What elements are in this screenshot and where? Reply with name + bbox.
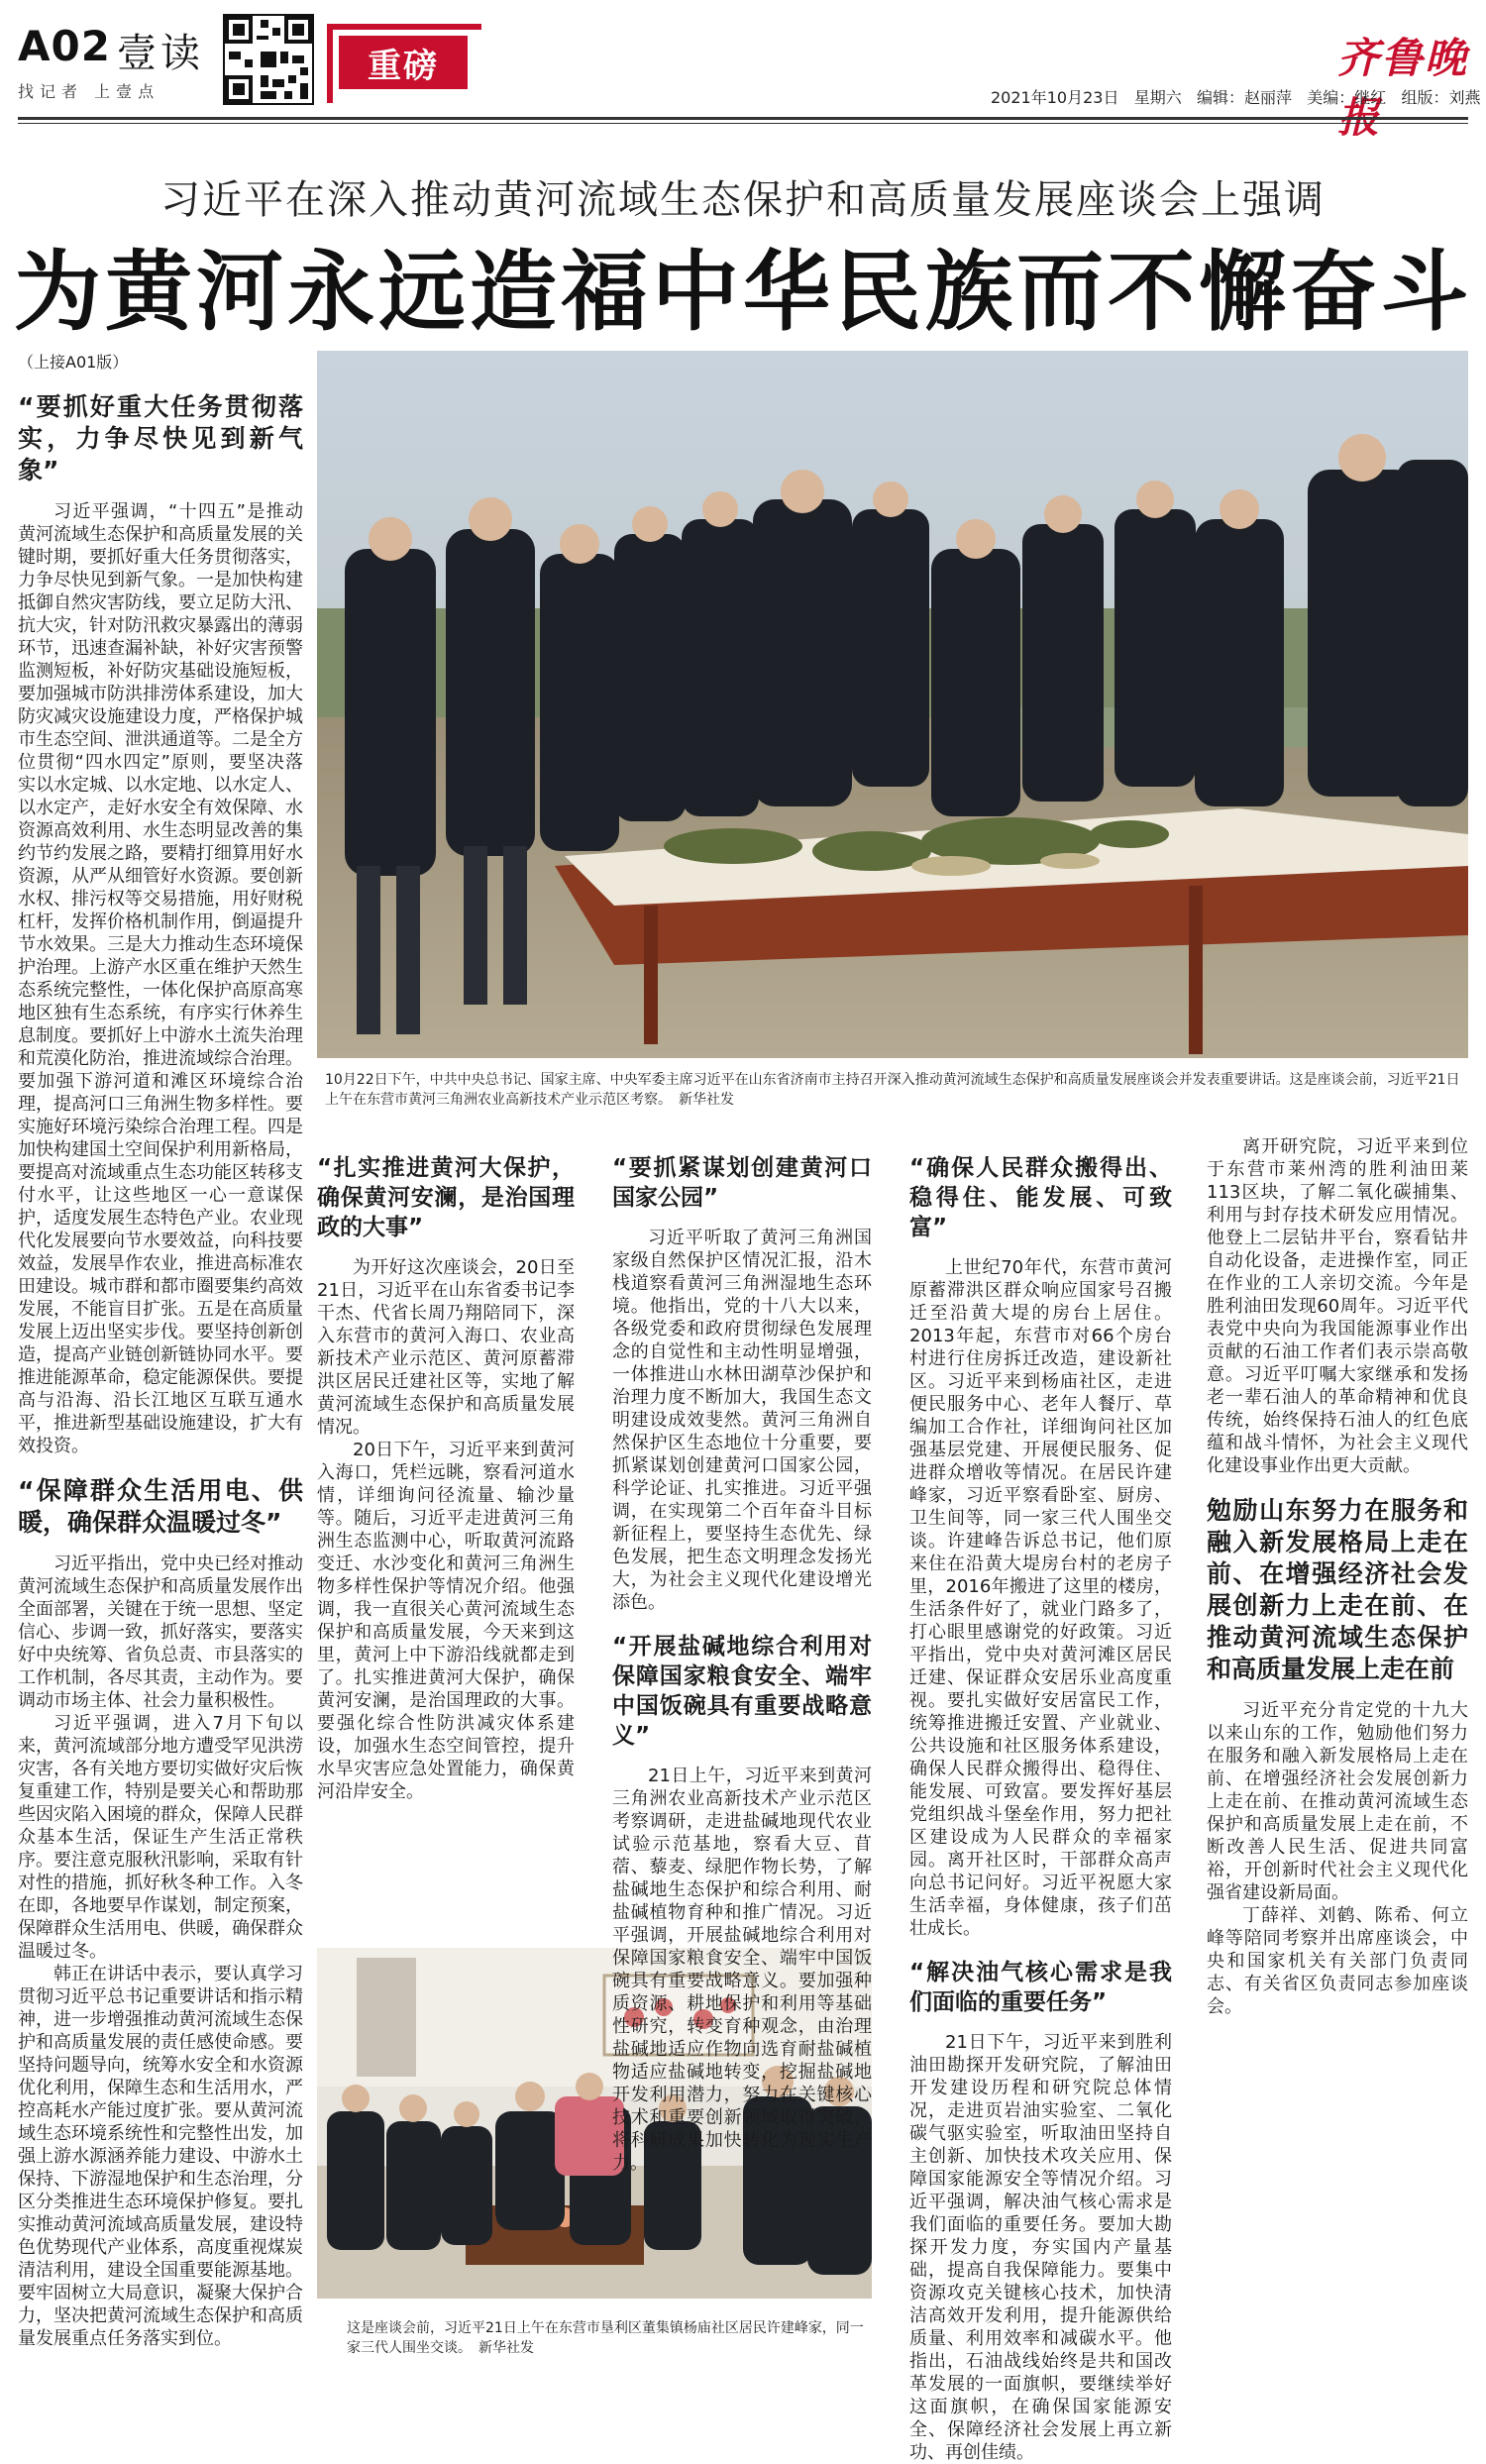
paragraph: 离开研究院，习近平来到位于东营市莱州湾的胜利油田莱113区块，了解二氧化碳捕集、利用与封存技术研发应用情况。他登上二层钻井平台，察看钻井自动化设备，走进操作室，同正在作业的工人亲切交流。今年是胜利油田发现60周年。习近平代表党中央向为我国能源事业作出贡献的石油工作者们表示崇高敬意。习近平叮嘱大家继承和发扬老一辈石油人的革命精神和优良传统，始终保持石油人的红色底蕴和战斗情怀，为社会主义现代化建设事业作出更大贡献。 xyxy=(1207,1136,1468,1476)
qr-code-icon[interactable] xyxy=(223,14,314,105)
paragraph: 习近平指出，党中央已经对推动黄河流域生态保护和高质量发展作出全面部署，关键在于统一思想、坚定信心、步调一致，抓好落实，要落实好中央统筹、省负总责、市县落实的工作机制，各尽其责，主动作为。要调动市场主体、社会力量积极性。 xyxy=(18,1553,303,1711)
subhead-6: “确保人民群众搬得出、稳得住、能发展、可致富” xyxy=(909,1155,1172,1240)
main-photo-caption: 10月22日下午，中共中央总书记、国家主席、中央军委主席习近平在山东省济南市主持召开深入推动黄河流域生态保护和高质量发展座谈会并发表重要讲话。这是座谈会前，习近平21日上午在东营市黄河三角洲农业高新技术产业示范区考察。 新华社发 xyxy=(325,1072,1460,1108)
subhead-2: “保障群众生活用电、供暖，确保群众温暖过冬” xyxy=(18,1476,303,1537)
column-4 xyxy=(909,1135,1172,2463)
paragraph: 为开好这次座谈会，20日至21日，习近平在山东省委书记李干杰、代省长周乃翔陪同下，深入东营市的黄河入海口、农业高新技术产业示范区、黄河原蓄滞洪区居民迁建社区等，实地了解黄河流域生态保护和高质量发展情况。 xyxy=(317,1257,575,1438)
newspaper-logo: 齐鲁晚 xyxy=(1337,34,1469,82)
header-rule xyxy=(18,117,1468,120)
page-number: A02 xyxy=(18,22,111,70)
issue-info: 2021年10月23日 星期六 编辑：赵丽萍 美编：继红 组版：刘燕 xyxy=(991,88,1481,107)
subhead-5: “开展盐碱地综合利用对保障国家粮食安全、端牢中国饭碗具有重要战略意义” xyxy=(612,1634,872,1749)
header-rule-thin xyxy=(18,123,1468,124)
main-photo xyxy=(317,351,1468,1058)
subhead-8: 勉励山东努力在服务和融入新发展格局上走在前、在增强经济社会发展创新力上走在前、在推动黄河流域生态保护和高质量发展上走在前 xyxy=(1207,1496,1468,1683)
paragraph: 20日下午，习近平来到黄河入海口，凭栏远眺，察看河道水情，详细询问径流量、输沙量等。随后，习近平走进黄河三角洲生态监测中心，听取黄河流路变迁、水沙变化和黄河三角洲生物多样性保护等情况介绍。他强调，我一直很关心黄河流域生态保护和高质量发展，今天来到这里，黄河上中下游沿线就都走到了。扎实推进黄河大保护，确保黄河安澜，是治国理政的大事。要强化综合性防洪减灾体系建设，加强水生态空间管控，提升水旱灾害应急处置能力，确保黄河沿岸安全。 xyxy=(317,1440,575,1802)
second-photo-caption: 这是座谈会前，习近平21日上午在东营市垦利区董集镇杨庙社区居民许建峰家，同一家三代人围坐交谈。 新华社发 xyxy=(347,2320,864,2356)
section-tagline: 找记者 上壹点 xyxy=(18,82,160,101)
paragraph: 上世纪70年代，东营市黄河原蓄滞洪区群众响应国家号召搬迁至沿黄大堤的房台上居住。2013年起，东营市对66个房台村进行住房拆迁改造，建设新社区。习近平来到杨庙社区，走进便民服务中心、老年人餐厅、草编加工合作社，详细询问社区加强基层党建、开展便民服务、促进群众增收等情况。在居民许建峰家，习近平察看卧室、厨房、卫生间等，同一家三代人围坐交谈。许建峰告诉总书记，他们原来住在沿黄大堤房台村的老房子里，2016年搬进了这里的楼房，生活条件好了，就业门路多了，打心眼里感谢党的好政策。习近平指出，党中央对黄河滩区居民迁建、保证群众安居乐业高度重视。要扎实做好安居富民工作，统筹推进搬迁安置、产业就业、公共设施和社区服务体系建设，确保人民群众搬得出、稳得住、能发展、可致富。要发挥好基层党组织战斗堡垒作用，努力把社区建设成为人民群众的幸福家园。离开社区时，干部群众高声向总书记问好。习近平祝愿大家生活幸福，身体健康，孩子们茁壮成长。 xyxy=(909,1257,1172,1939)
subhead-3: “扎实推进黄河大保护，确保黄河安澜，是治国理政的大事” xyxy=(317,1155,575,1240)
paragraph: 习近平强调，进入7月下旬以来，黄河流域部分地方遭受罕见洪涝灾害，各有关地方要切实做好灾后恢复重建工作，特别是要关心和帮助那些因灾陷入困境的群众，保障人民群众基本生活，保证生产生活正常秩序。要注意克服秋汛影响，采取有针对性的措施，抓好秋冬种工作。入冬在即，各地要早作谋划，制定预案，保障群众生活用电、供暖，确保群众温暖过冬。 xyxy=(18,1713,303,1962)
section-name: 壹读 xyxy=(117,31,204,76)
subhead-4: “要抓紧谋划创建黄河口国家公园” xyxy=(612,1155,872,1211)
paragraph: 丁薛祥、刘鹤、陈希、何立峰等陪同考察并出席座谈会，中央和国家机关有关部门负责同志、有关省区负责同志参加座谈会。 xyxy=(1207,1905,1468,2017)
subhead-1: “要抓好重大任务贯彻落实，力争尽快见到新气象” xyxy=(18,392,303,484)
paragraph: 习近平听取了黄河三角洲国家级自然保护区情况汇报，沿木栈道察看黄河三角洲湿地生态环境。他指出，党的十八大以来，各级党委和政府贯彻绿色发展理念的自觉性和主动性明显增强，一体推进山水林田湖草沙保护和治理力度不断加大，我国生态文明建设成效斐然。黄河三角洲自然保护区生态地位十分重要，要抓紧谋划创建黄河口国家公园，科学论证、扎实推进。习近平强调，在实现第二个百年奋斗目标新征程上，要坚持生态优先、绿色发展，把生态文明理念发扬光大，为社会主义现代化建设增光添色。 xyxy=(612,1228,872,1613)
subhead-7: “解决油气核心需求是我们面临的重要任务” xyxy=(909,1960,1172,2015)
sub-headline: 习近平在深入推动黄河流域生态保护和高质量发展座谈会上强调 xyxy=(160,177,1326,223)
paragraph: 习近平强调，“十四五”是推动黄河流域生态保护和高质量发展的关键时期，要抓好重大任务贯彻落实，力争尽快见到新气象。一是加快构建抵御自然灾害防线，要立足防大汛、抗大灾，针对防汛救灾暴露出的薄弱环节，迅速查漏补缺，补好灾害预警监测短板，补好防灾基础设施短板，要加强城市防洪排涝体系建设，加大防灾减灾设施建设力度，严格保护城市生态空间、泄洪通道等。二是全方位贯彻“四水四定”原则，要坚决落实以水定城、以水定地、以水定人、以水定产，走好水安全有效保障、水资源高效利用、水生态明显改善的集约节约发展之路，要精打细算用好水资源，从严从细管好水资源。要创新水权、排污权等交易措施，用好财税杠杆，发挥价格机制作用，倒逼提升节水效果。三是大力推动生态环境保护治理。上游产水区重在维护天然生态系统完整性，一体化保护高原高寒地区独有生态系统，有序实行休养生息制度。要抓好上中游水土流失治理和荒漠化防治，推进流域综合治理。要加强下游河道和滩区环境综合治理，提高河口三角洲生物多样性。要实施好环境污染综合治理工程。四是加快构建国土空间保护利用新格局，要提高对流域重点生态功能区转移支付水平，让这些地区一心一意谋保护，适度发展生态特色产业。农业现代化发展要向节水要效益，向科技要效益，发展旱作农业，推进高标准农田建设。城市群和都市圈要集约高效发展，不能盲目扩张。五是在高质量发展上迈出坚实步伐。要坚持创新创造，提高产业链创新链协同水平。要推进能源革命，稳定能源保供。要提高与沿海、沿长江地区互联互通水平，推进新型基础设施建设，扩大有效投资。 xyxy=(18,501,303,1456)
paragraph: 习近平充分肯定党的十九大以来山东的工作，勉励他们努力在服务和融入新发展格局上走在前、在增强经济社会发展创新力上走在前、在推动黄河流域生态保护和高质量发展上走在前，不断改善人民生活、促进共同富裕，开创新时代社会主义现代化强省建设新局面。 xyxy=(1207,1700,1468,1903)
section-tag: 重磅 xyxy=(339,36,468,89)
paragraph: 21日下午，习近平来到胜利油田勘探开发研究院，了解油田开发建设历程和研究院总体情况，走进页岩油实验室、二氧化碳气驱实验室，听取油田坚持自主创新、加快技术攻关应用、保障国家能源安全等情况介绍。习近平强调，解决油气核心需求是我们面临的重要任务。要加大勘探开发力度，夯实国内产量基础，提高自我保障能力。要集中资源攻克关键核心技术，加快清洁高效开发利用，提升能源供给质量、利用效率和减碳水平。他指出，石油战线始终是共和国改革发展的一面旗帜，要继续举好这面旗帜，在确保国家能源安全、保障经济社会发展上再立新功、再创佳绩。 xyxy=(909,2032,1172,2463)
column-2 xyxy=(317,1135,575,1934)
paragraph: 21日上午，习近平来到黄河三角洲农业高新技术产业示范区考察调研，走进盐碱地现代农业试验示范基地，察看大豆、苜蓿、藜麦、绿肥作物长势，了解盐碱地生态保护和综合利用、耐盐碱植物育种和推广情况。习近平强调，开展盐碱地综合利用对保障国家粮食安全、端牢中国饭碗具有重要战略意义。要加强种质资源、耕地保护和利用等基础性研究，转变育种观念，由治理盐碱地适应作物向选育耐盐碱植物适应盐碱地转变，挖掘盐碱地开发利用潜力，努力在关键核心技术和重要创新领域取得突破，将科研成果加快转化为现实生产力。 xyxy=(612,1766,872,2174)
continued-note: （上接A01版） xyxy=(18,353,129,372)
column-5 xyxy=(1207,1135,1468,2382)
column-1 xyxy=(18,351,303,2382)
column-3 xyxy=(612,1135,872,2174)
headline: 为黄河永远造福中华民族而不懈奋斗 xyxy=(13,241,1472,343)
paragraph: 韩正在讲话中表示，要认真学习贯彻习近平总书记重要讲话和指示精神，进一步增强推动黄河流域生态保护和高质量发展的责任感使命感。要坚持问题导向，统筹水安全和水资源优化利用，保障生态和生活用水，严控高耗水产能过度扩张。要从黄河流域生态环境系统性和完整性出发，加强上游水源涵养能力建设、中游水土保持、下游湿地保护和生态治理，分区分类推进生态环境保护修复。要扎实推动黄河流域高质量发展，建设特色优势现代产业体系，高度重视煤炭清洁利用，建设全国重要能源基地。要牢固树立大局意识，凝聚大保护合力，坚决把黄河流域生态保护和高质量发展重点任务落实到位。 xyxy=(18,1964,303,2349)
